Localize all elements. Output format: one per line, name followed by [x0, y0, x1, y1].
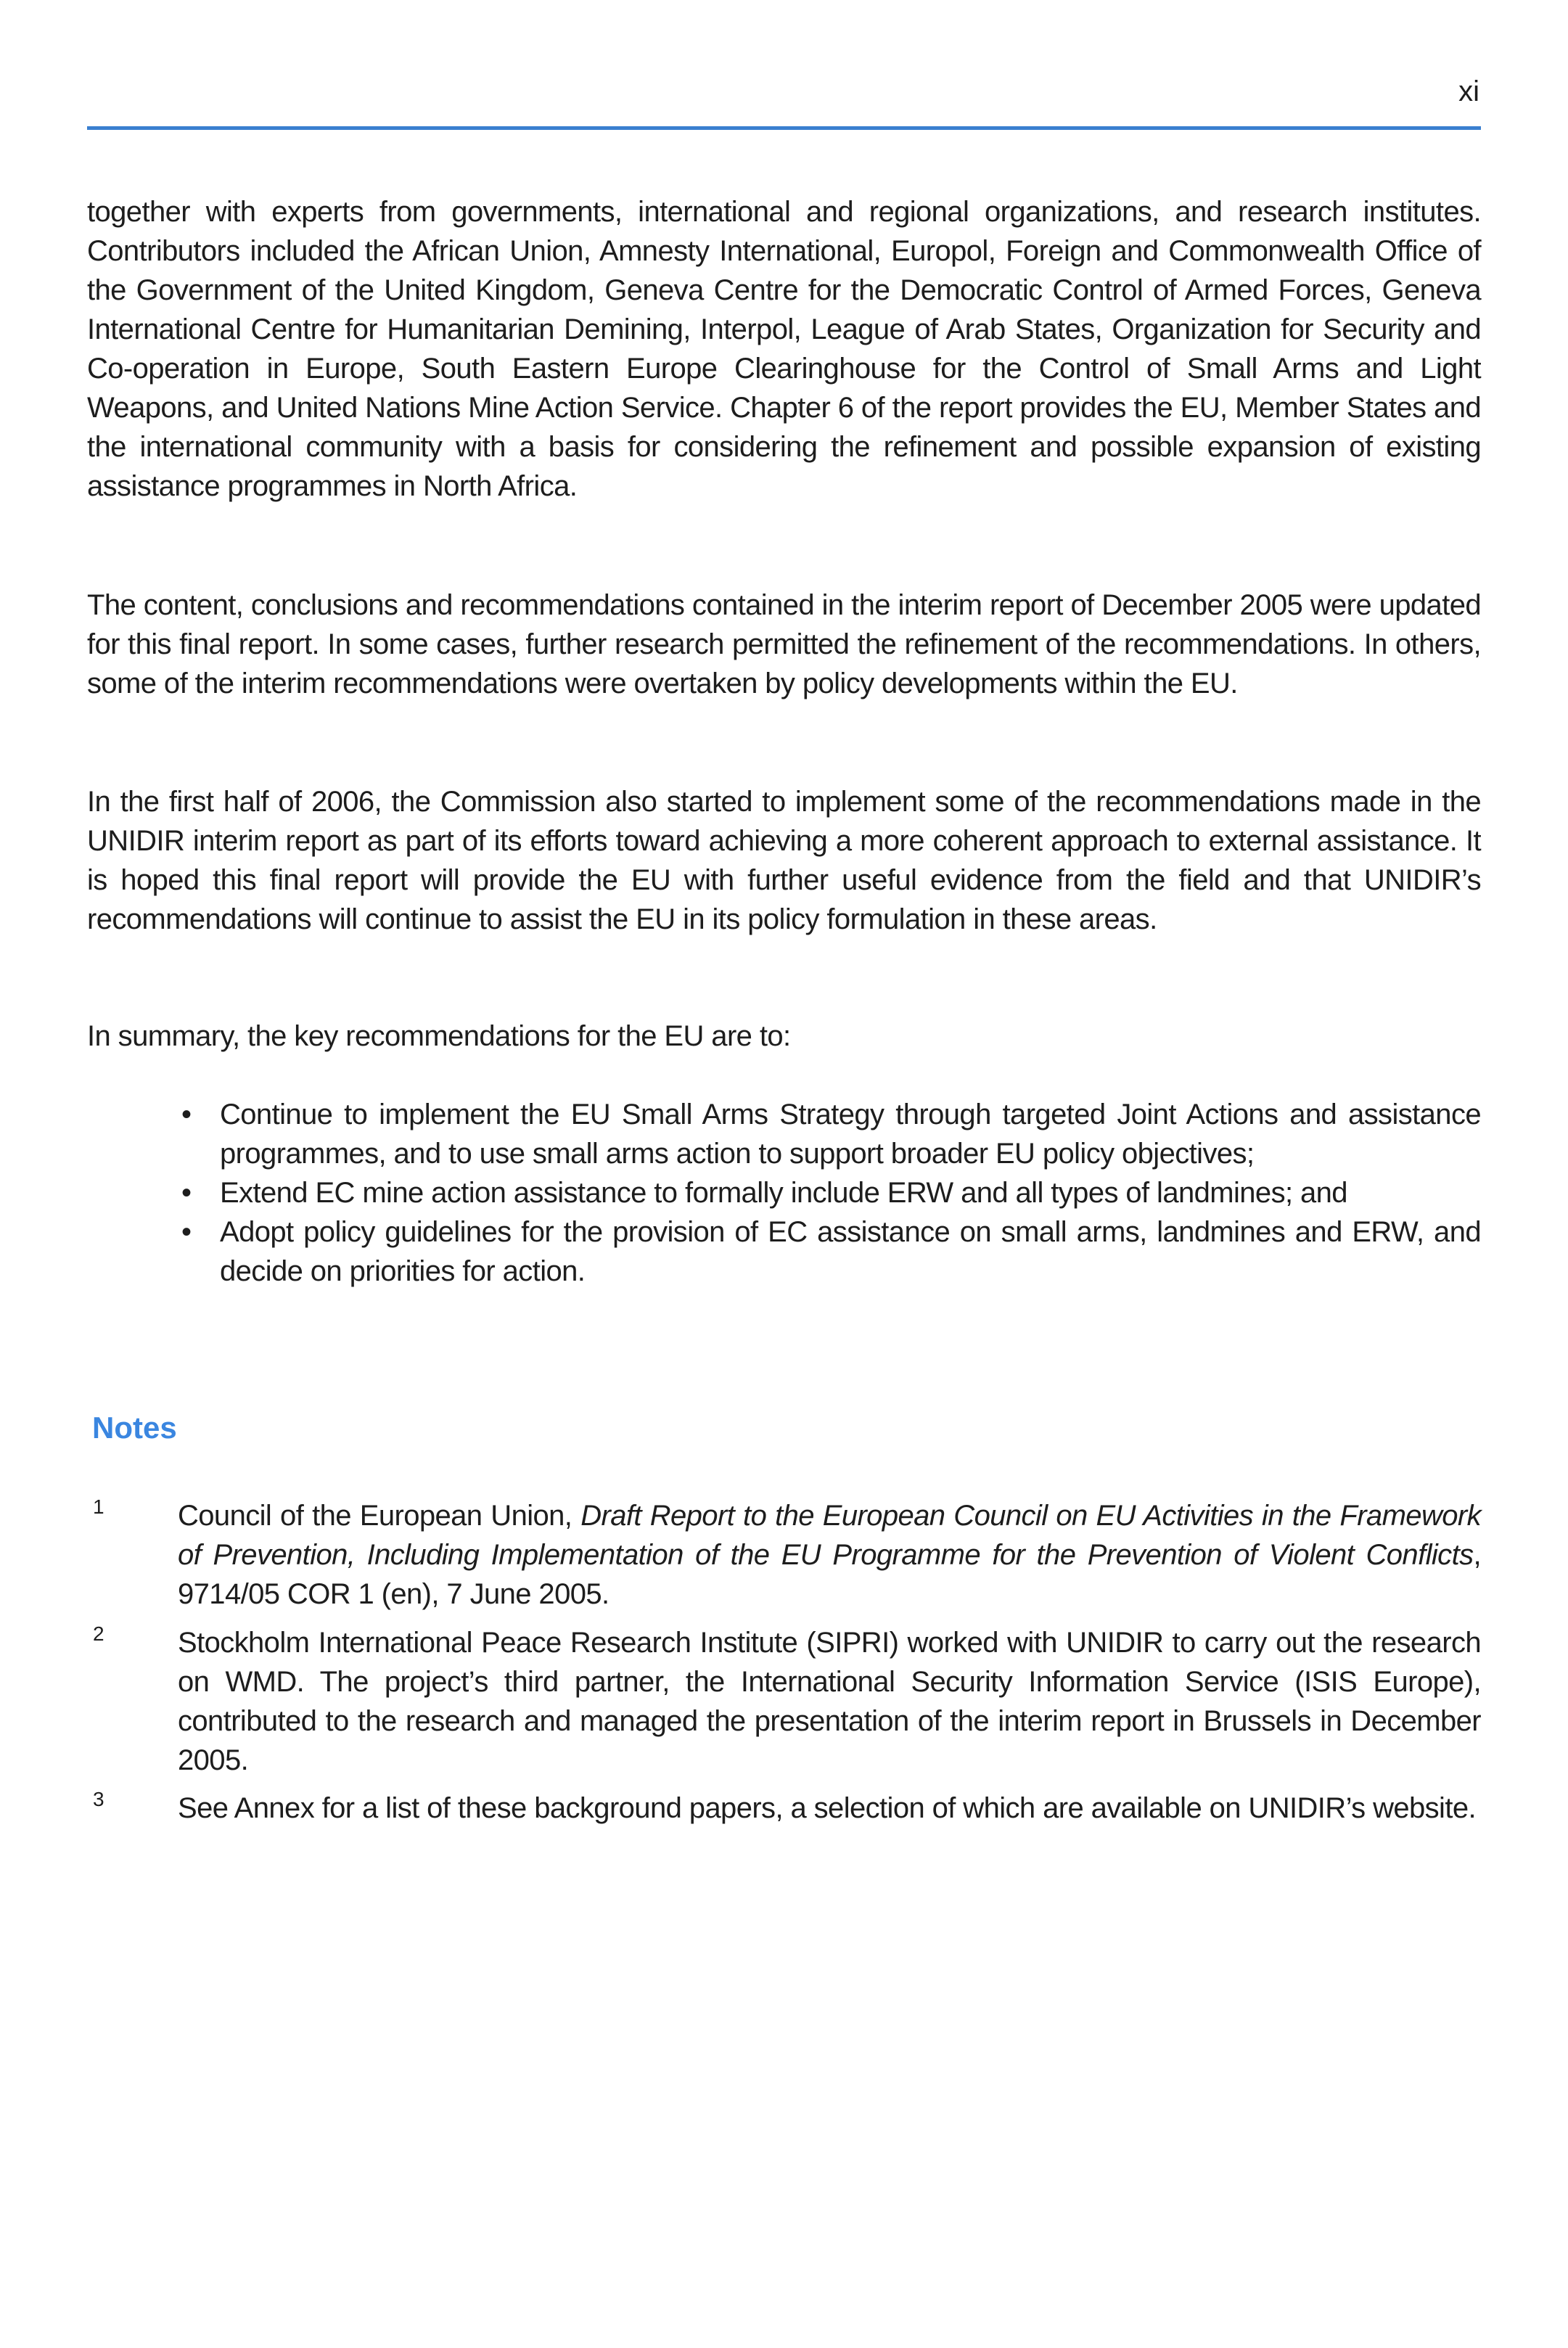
- header-rule: [87, 126, 1481, 130]
- bullet-icon: •: [181, 1177, 192, 1209]
- bullet-icon: •: [181, 1099, 192, 1130]
- recommendations-list: [181, 1095, 1481, 1291]
- footnote-number: 1: [93, 1495, 104, 1518]
- list-item: [181, 1173, 1481, 1212]
- list-item-text: Adopt policy guidelines for the provision of EC assistance on small arms, landmines and ERW, and decide on priorities for action.: [220, 1216, 1481, 1287]
- footnote-text-plain: Council of the European Union,: [178, 1500, 581, 1532]
- footnote-1: [87, 1496, 1481, 1614]
- notes-heading: Notes: [92, 1411, 177, 1445]
- footnote-number: 3: [93, 1788, 104, 1810]
- paragraph-3: [87, 782, 1481, 939]
- bullet-icon: •: [181, 1216, 192, 1248]
- paragraph-text: In summary, the key recommendations for the EU are to:: [87, 1020, 791, 1052]
- footnote-3: [87, 1789, 1481, 1828]
- paragraph-text: The content, conclusions and recommendations contained in the interim report of December 2005 were updated for this final report. In some cases, further research permitted the refinement of the recommendations. In others, some of the interim recommendations were overtaken by policy developments within the EU.: [87, 589, 1481, 699]
- paragraph-1: [87, 192, 1481, 506]
- footnote-2: [87, 1623, 1481, 1780]
- summary-intro: [87, 1017, 1481, 1056]
- list-item: [181, 1095, 1481, 1173]
- paragraph-2: [87, 586, 1481, 703]
- page-number: xi: [1458, 75, 1479, 107]
- list-item-text: Continue to implement the EU Small Arms Strategy through targeted Joint Actions and assistance programmes, and to use small arms action to support broader EU policy objectives;: [220, 1099, 1481, 1170]
- footnote-text: See Annex for a list of these background papers, a selection of which are available on UNIDIR’s website.: [178, 1792, 1477, 1824]
- paragraph-text: together with experts from governments, international and regional organizations, and research institutes. Contributors included the African Union, Amnesty International, Europol, Foreign and Commonwealth Office of the Government of the United Kingdom, Geneva Centre for the Democratic Control of Armed Forces, Geneva International Centre for Humanitarian Demining, Interpol, League of Arab States, Organization for Security and Co-operation in Europe, South Eastern Europe Clearinghouse for the Control of Small Arms and Light Weapons, and United Nations Mine Action Service. Chapter 6 of the report provides the EU, Member States and the international community with a basis for considering the refinement and possible expansion of existing assistance programmes in North Africa.: [87, 196, 1481, 502]
- footnote-text: [178, 1496, 1481, 1614]
- list-item-text: Extend EC mine action assistance to formally include ERW and all types of landmines; and: [220, 1177, 1347, 1209]
- list-item: [181, 1212, 1481, 1291]
- paragraph-text: In the first half of 2006, the Commission also started to implement some of the recommendations made in the UNIDIR interim report as part of its efforts toward achieving a more coherent approach to external assistance. It is hoped this final report will provide the EU with further useful evidence from the field and that UNIDIR’s recommendations will continue to assist the EU in its policy formulation in these areas.: [87, 786, 1481, 935]
- footnote-number: 2: [93, 1622, 104, 1645]
- footnote-text-plain: , 9714/05 COR 1 (en), 7 June 2005.: [178, 1539, 1481, 1610]
- footnote-text: Stockholm International Peace Research Institute (SIPRI) worked with UNIDIR to carry out the research on WMD. The project’s third partner, the International Security Information Service (ISIS Europe), contributed to the research and managed the presentation of the interim report in Brussels in December 2005.: [178, 1627, 1481, 1776]
- footnote-text-title: Draft Report to the European Council on EU Activities in the Framework of Prevention, Including Implementation of the EU Programme for the Prevention of Violent Conflicts: [178, 1500, 1481, 1571]
